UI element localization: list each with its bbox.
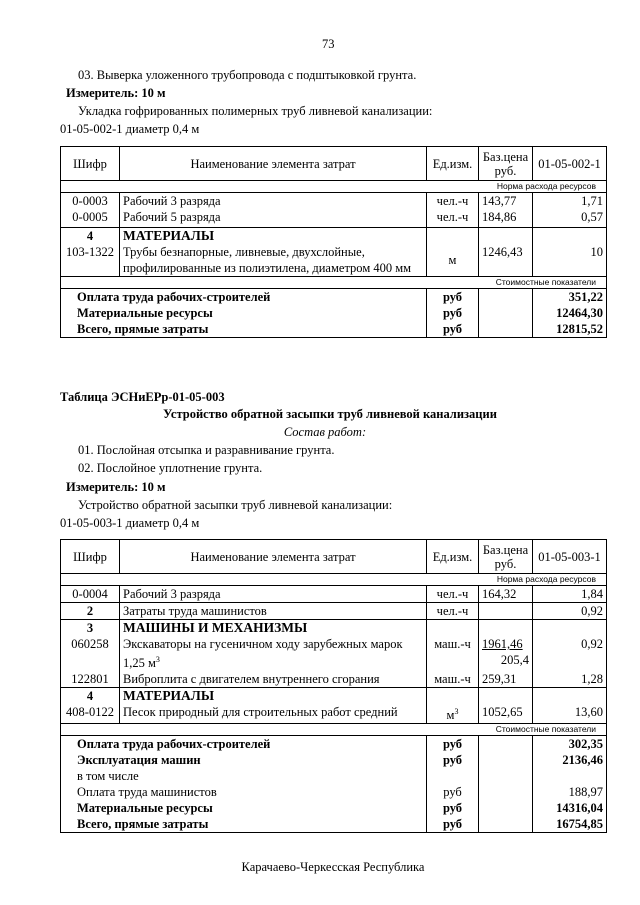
table-row: 3 МАШИНЫ И МЕХАНИЗМЫ (61, 620, 607, 637)
header-price: Баз.цена руб. (479, 147, 533, 181)
table-row: 0-0003 Рабочий 3 разряда чел.-ч 143,77 1,71 (61, 193, 607, 210)
composition-label: Состав работ: (283, 425, 367, 439)
norm-label: Норма расхода ресурсов (61, 574, 607, 586)
work-step-02: 02. Послойное уплотнение грунта. (78, 461, 263, 475)
table-row: 4 МАТЕРИАЛЫ (61, 228, 607, 245)
header-code: Шифр (61, 147, 120, 181)
section-machines: МАШИНЫ И МЕХАНИЗМЫ (120, 620, 427, 637)
footer-region: Карачаево-Черкесская Республика (241, 860, 425, 874)
table-row: 0-0004 Рабочий 3 разряда чел.-ч 164,32 1,84 (61, 586, 607, 603)
header-code: Шифр (61, 540, 120, 574)
norm-label: Норма расхода ресурсов (61, 181, 607, 193)
table-row: 2 Затраты труда машинистов чел.-ч 0,92 (61, 603, 607, 620)
header-column-code: 01-05-003-1 (533, 540, 607, 574)
totals-row: Материальные ресурсы руб 12464,30 (61, 305, 607, 321)
totals-row: Материальные ресурсы руб 14316,04 (61, 800, 607, 816)
resource-table-1 (60, 146, 607, 338)
header-name: Наименование элемента затрат (120, 540, 427, 574)
header-unit: Ед.изм. (427, 540, 479, 574)
work-step-01: 01. Послойная отсыпка и разравнивание грунта. (78, 443, 335, 457)
header-unit: Ед.изм. (427, 147, 479, 181)
table-row: 122801 Виброплита с двигателем внутреннего сгорания маш.-ч 259,31 1,28 (61, 671, 607, 688)
measure-unit: Измеритель: 10 м (66, 86, 166, 100)
section-materials: МАТЕРИАЛЫ (120, 688, 427, 705)
measure-unit-2: Измеритель: 10 м (66, 480, 166, 494)
table-row: 103-1322 Трубы безнапорные, ливневые, двухслойные, профилированные из полиэтилена, диаметром 400 мм м 1246,43 10 (61, 244, 607, 277)
page-number: 73 (322, 37, 335, 51)
code-line-2: 01-05-003-1 диаметр 0,4 м (60, 516, 200, 530)
totals-row: Оплата труда машинистов руб 188,97 (61, 784, 607, 800)
totals-row: Эксплуатация машин руб 2136,46 (61, 752, 607, 768)
section-materials: МАТЕРИАЛЫ (120, 228, 427, 245)
resource-table-2 (60, 539, 607, 833)
totals-row: Оплата труда рабочих-строителей руб 351,22 (61, 289, 607, 306)
header-price: Баз.цена руб. (479, 540, 533, 574)
totals-row: Всего, прямые затраты руб 12815,52 (61, 321, 607, 338)
code-line: 01-05-002-1 диаметр 0,4 м (60, 122, 200, 136)
table-row: 060258 Экскаваторы на гусеничном ходу зарубежных марок 1,25 $м^3$ маш.-ч 1961,46 205,4 0,92 (61, 636, 607, 671)
totals-row: в том числе (61, 768, 607, 784)
header-name: Наименование элемента затрат (120, 147, 427, 181)
work-step-03: 03. Выверка уложенного трубопровода с подштыковкой грунта. (78, 68, 417, 82)
section-heading: Устройство обратной засыпки труб ливневой канализации (163, 407, 497, 421)
table-row: 0-0005 Рабочий 5 разряда чел.-ч 184,86 0,57 (61, 209, 607, 228)
totals-row: Оплата труда рабочих-строителей руб 302,35 (61, 736, 607, 753)
table-title: Таблица ЭСНиЕРр-01-05-003 (60, 390, 225, 404)
cost-label: Стоимостные показатели (61, 277, 607, 289)
table-row: 4 МАТЕРИАЛЫ (61, 688, 607, 705)
cost-label: Стоимостные показатели (61, 724, 607, 736)
work-description: Укладка гофрированных полимерных труб ливневой канализации: (78, 104, 433, 118)
totals-row: Всего, прямые затраты руб 16754,85 (61, 816, 607, 833)
header-column-code: 01-05-002-1 (533, 147, 607, 181)
work-description-2: Устройство обратной засыпки труб ливневой канализации: (78, 498, 393, 512)
table-row: 408-0122 Песок природный для строительных работ средний $м^3$ 1052,65 13,60 (61, 704, 607, 724)
